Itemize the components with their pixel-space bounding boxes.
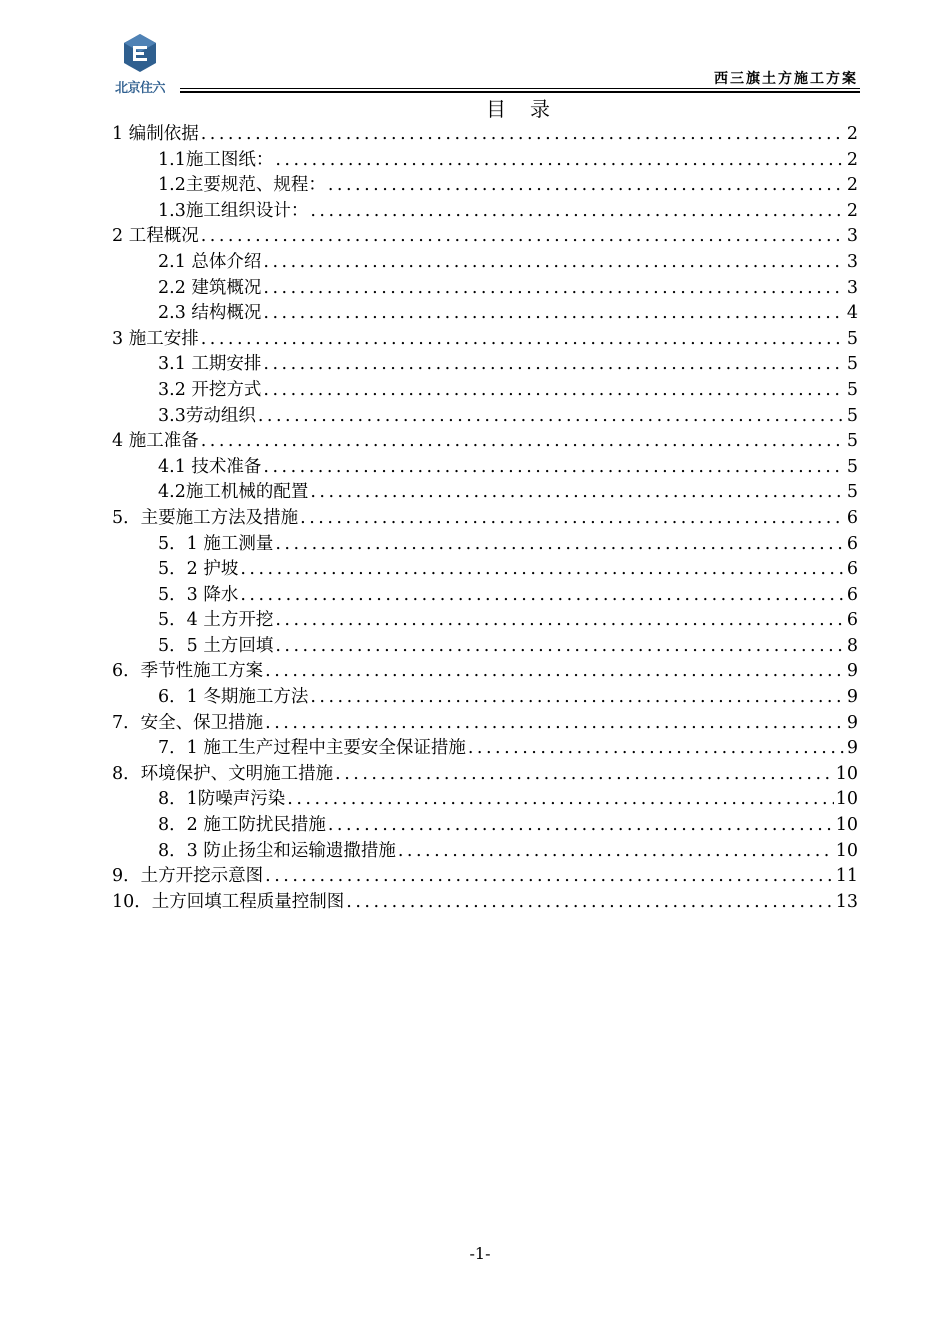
toc-entry-label: 7．1 施工生产过程中主要安全保证措施 <box>158 738 466 759</box>
toc-entry[interactable] <box>112 760 858 786</box>
page-number: -1- <box>469 1244 491 1263</box>
toc-entry[interactable] <box>112 171 858 197</box>
toc-leader-dots <box>261 303 844 323</box>
toc-entry[interactable] <box>112 785 858 811</box>
toc-entry-label: 1.3施工组织设计： <box>158 200 309 221</box>
toc-entry-page: 10 <box>835 763 858 784</box>
toc-entry-label: 3.2 开挖方式 <box>158 379 262 400</box>
toc-leader-dots <box>261 354 844 374</box>
toc-entry-label: 9．土方开挖示意图 <box>112 866 264 887</box>
toc-leader-dots <box>308 482 845 502</box>
toc-entry-label: 4 施工准备 <box>112 431 199 452</box>
toc-entry-label: 1 编制依据 <box>112 124 199 144</box>
toc-entry-label: 5．4 土方开挖 <box>158 610 274 631</box>
toc-entry-label: 8．1防噪声污染 <box>158 789 286 810</box>
header-rule-thin <box>180 88 860 89</box>
toc-leader-dots <box>199 226 845 246</box>
toc-leader-dots <box>263 661 845 681</box>
toc-entry-page: 6 <box>846 610 858 631</box>
toc-entry-label: 5．2 护坡 <box>158 559 239 580</box>
toc-entry[interactable] <box>112 325 858 351</box>
toc-entry-page: 8 <box>846 635 858 656</box>
toc-entry[interactable] <box>112 606 858 632</box>
toc-entry-label: 5．5 土方回填 <box>158 635 274 656</box>
toc-entry-page: 9 <box>846 712 858 733</box>
toc-entry-page: 4 <box>846 303 858 324</box>
toc-entry-label: 10．土方回填工程质量控制图 <box>112 891 345 912</box>
toc-entry-label: 2.3 结构概况 <box>158 303 262 324</box>
toc-entry[interactable] <box>112 350 858 376</box>
toc-entry[interactable] <box>112 453 858 479</box>
toc-leader-dots <box>326 815 834 835</box>
toc-entry-page: 13 <box>835 891 858 912</box>
toc-leader-dots <box>466 738 845 758</box>
toc-entry[interactable] <box>112 581 858 607</box>
toc-entry[interactable] <box>112 555 858 581</box>
toc-entry[interactable] <box>112 504 858 530</box>
toc-heading: 目录 <box>486 97 574 121</box>
toc-entry[interactable] <box>112 478 858 504</box>
toc-entry-label: 2.2 建筑概况 <box>158 277 262 298</box>
toc-entry[interactable] <box>112 709 858 735</box>
toc-leader-dots <box>308 687 845 707</box>
toc-entry-page: 2 <box>846 175 858 196</box>
toc-entry-page: 10 <box>835 789 858 810</box>
toc-leader-dots <box>273 150 845 170</box>
toc-leader-dots <box>199 431 845 451</box>
toc-entry-label: 4.1 技术准备 <box>158 456 262 477</box>
toc-entry-label: 5．3 降水 <box>158 584 239 605</box>
toc-leader-dots <box>238 585 845 605</box>
toc-entry[interactable] <box>112 657 858 683</box>
toc-entry[interactable] <box>112 632 858 658</box>
toc-leader-dots <box>263 713 845 733</box>
toc-entry-page: 3 <box>846 277 858 298</box>
toc-entry[interactable] <box>112 197 858 223</box>
toc-entry-label: 1.2主要规范、规程： <box>158 175 326 196</box>
toc-entry-label: 5．1 施工测量 <box>158 533 274 554</box>
toc-entry-label: 7．安全、保卫措施 <box>112 712 264 733</box>
toc-entry-page: 6 <box>846 584 858 605</box>
toc-entry-page: 5 <box>846 482 858 503</box>
company-logo <box>108 32 172 96</box>
toc-leader-dots <box>199 124 845 144</box>
document-title: 西三旗土方施工方案 <box>714 71 858 87</box>
toc-entry-page: 5 <box>846 354 858 375</box>
toc-leader-dots <box>261 278 844 298</box>
toc-entry-page: 5 <box>846 456 858 477</box>
toc-entry-page: 6 <box>846 559 858 580</box>
toc-entry-label: 2 工程概况 <box>112 226 199 247</box>
toc-leader-dots <box>199 329 845 349</box>
toc-entry[interactable] <box>112 274 858 300</box>
toc-entry[interactable] <box>112 683 858 709</box>
toc-entry-page: 2 <box>846 200 858 221</box>
toc-entry[interactable] <box>112 222 858 248</box>
toc-entry-page: 3 <box>846 251 858 272</box>
toc-leader-dots <box>396 841 834 861</box>
toc-entry[interactable] <box>112 862 858 888</box>
table-of-contents <box>112 120 858 913</box>
toc-entry-page: 10 <box>835 840 858 861</box>
toc-entry-label: 8．3 防止扬尘和运输遗撒措施 <box>158 840 396 861</box>
toc-leader-dots <box>273 636 845 656</box>
toc-leader-dots <box>344 892 833 912</box>
toc-entry[interactable] <box>112 811 858 837</box>
toc-entry-label: 4.2施工机械的配置 <box>158 482 309 503</box>
toc-entry[interactable] <box>112 530 858 556</box>
toc-leader-dots <box>263 866 834 886</box>
toc-entry[interactable] <box>112 734 858 760</box>
toc-entry-page: 10 <box>835 815 858 836</box>
toc-entry-page: 5 <box>846 405 858 426</box>
toc-leader-dots <box>326 175 845 195</box>
toc-entry-label: 5．主要施工方法及措施 <box>112 507 299 528</box>
toc-entry-label: 2.1 总体介绍 <box>158 251 262 272</box>
toc-entry-label: 6．季节性施工方案 <box>112 661 264 682</box>
toc-leader-dots <box>261 380 844 400</box>
toc-leader-dots <box>261 457 844 477</box>
toc-entry[interactable] <box>112 299 858 325</box>
toc-leader-dots <box>298 508 845 528</box>
toc-entry-page: 5 <box>846 328 858 349</box>
toc-entry-label: 1.1施工图纸： <box>158 149 274 170</box>
toc-entry-page: 6 <box>846 533 858 554</box>
logo-cube-icon <box>122 32 158 76</box>
toc-entry-page: 9 <box>846 687 858 708</box>
toc-entry[interactable] <box>112 248 858 274</box>
logo-text: 北京住六 <box>114 81 165 96</box>
toc-entry-label: 3.1 工期安排 <box>158 354 262 375</box>
toc-entry-label: 3.3劳动组织 <box>158 405 256 426</box>
toc-leader-dots <box>285 789 833 809</box>
toc-entry-label: 8．2 施工防扰民措施 <box>158 815 326 836</box>
toc-entry[interactable] <box>112 402 858 428</box>
toc-entry[interactable] <box>112 146 858 172</box>
toc-leader-dots <box>308 201 845 221</box>
toc-entry-page: 2 <box>846 149 858 170</box>
toc-entry-page: 9 <box>846 738 858 759</box>
toc-leader-dots <box>261 252 844 272</box>
toc-entry-page: 3 <box>846 226 858 247</box>
toc-entry-page: 5 <box>846 431 858 452</box>
toc-entry-page: 11 <box>835 866 858 887</box>
toc-leader-dots <box>273 534 845 554</box>
toc-entry-label: 3 施工安排 <box>112 328 199 349</box>
toc-entry-label: 6．1 冬期施工方法 <box>158 687 309 708</box>
toc-entry[interactable] <box>112 120 858 146</box>
toc-leader-dots <box>238 559 845 579</box>
toc-leader-dots <box>333 764 834 784</box>
toc-entry-page: 9 <box>846 661 858 682</box>
toc-entry[interactable] <box>112 376 858 402</box>
toc-entry[interactable] <box>112 427 858 453</box>
toc-entry[interactable] <box>112 888 858 914</box>
toc-entry-label: 8．环境保护、文明施工措施 <box>112 763 334 784</box>
toc-leader-dots <box>273 610 845 630</box>
toc-entry[interactable] <box>112 837 858 863</box>
toc-entry-page: 5 <box>846 379 858 400</box>
toc-leader-dots <box>256 406 845 426</box>
toc-entry-page: 6 <box>846 507 858 528</box>
toc-entry-page: 2 <box>846 124 858 144</box>
